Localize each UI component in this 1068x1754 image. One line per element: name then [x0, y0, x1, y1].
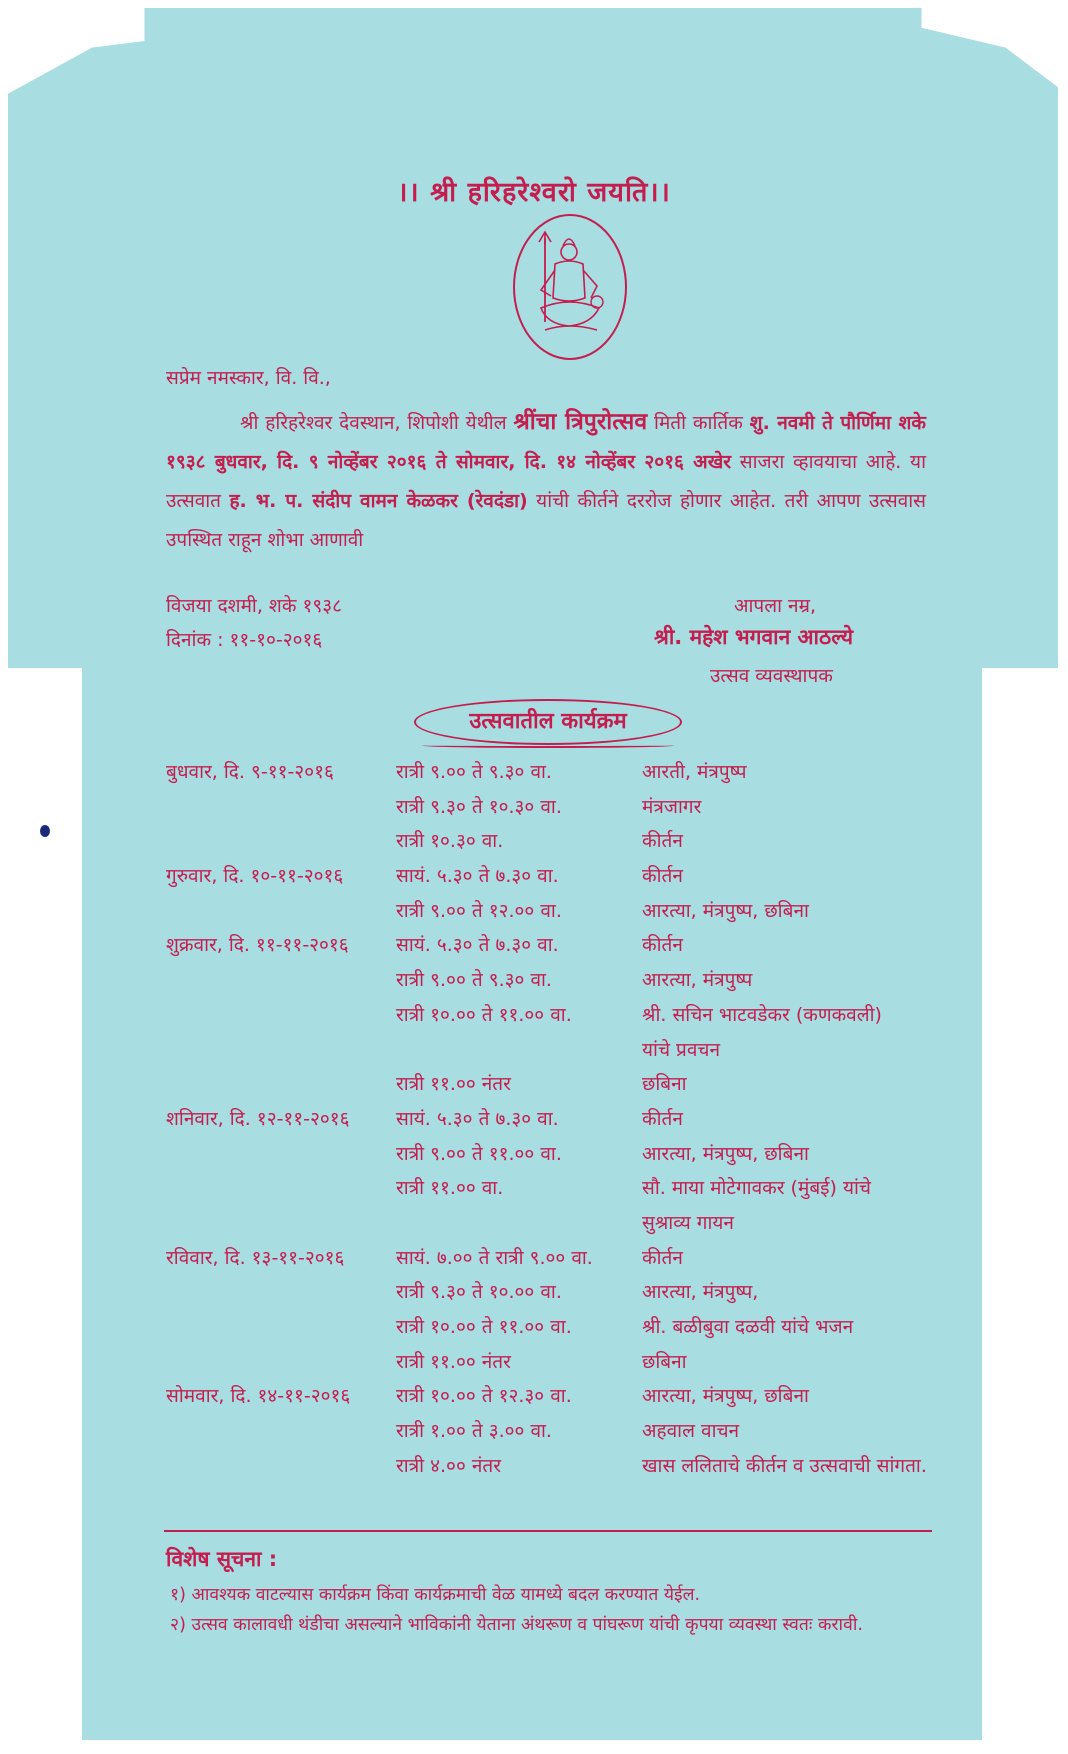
schedule-row	[166, 1070, 936, 1105]
schedule-row	[166, 1382, 936, 1417]
schedule-time: रात्री ९.०० ते ९.३० वा.	[396, 969, 552, 992]
schedule-row	[166, 827, 936, 862]
schedule-activity: छबिना	[642, 1350, 687, 1373]
schedule-row	[166, 1348, 936, 1383]
schedule-row	[166, 1452, 936, 1487]
schedule-activity: यांचे प्रवचन	[642, 1038, 721, 1061]
schedule-day: रविवार, दि. १३-११-२०१६	[166, 1246, 345, 1269]
schedule-activity: कीर्तन	[642, 865, 683, 888]
schedule-time: रात्री ९.३० ते १०.३० वा.	[396, 795, 562, 818]
note-item: २) उत्सव कालावधी थंडीचा असल्याने भाविकांनी येताना अंथरूण व पांघरूण यांची कृपया व्यवस्था स्वतः करावी.	[170, 1615, 863, 1635]
schedule-activity: आरत्या, मंत्रपुष्प,	[642, 1281, 759, 1304]
schedule-activity: आरत्या, मंत्रपुष्प, छबिना	[642, 899, 809, 922]
schedule-row	[166, 1001, 936, 1036]
schedule-day: बुधवार, दि. ९-११-२०१६	[166, 761, 334, 783]
schedule-time: रात्री ११.०० नंतर	[396, 1350, 511, 1373]
shiva-emblem-icon	[511, 212, 629, 362]
schedule-time: सायं. ५.३० ते ७.३० वा.	[396, 934, 559, 957]
schedule-time: रात्री १०.३० वा.	[396, 830, 504, 853]
schedule-activity: सुश्राव्य गायन	[642, 1211, 734, 1234]
schedule-activity: खास ललिताचे कीर्तन व उत्सवाची सांगता.	[642, 1454, 927, 1477]
schedule-time: रात्री ९.०० ते ९.३० वा.	[396, 761, 552, 783]
schedule-activity: कीर्तन	[642, 1246, 683, 1269]
schedule-row	[166, 1209, 936, 1244]
schedule-row	[166, 1313, 936, 1348]
schedule-time: सायं. ७.०० ते रात्री ९.०० वा.	[396, 1246, 593, 1269]
notes-title: विशेष सूचना :	[166, 1547, 278, 1571]
schedule-time: रात्री ९.०० ते १२.०० वा.	[396, 899, 562, 922]
schedule-row	[166, 1105, 936, 1140]
schedule-activity: कीर्तन	[642, 934, 683, 957]
schedule-time: रात्री १०.०० ते ११.०० वा.	[396, 1316, 572, 1338]
schedule-activity: आरत्या, मंत्रपुष्प	[642, 969, 753, 992]
para-part: यांची कीर्तने दररोज होणार आहेत. तरी आपण उत्सवास उपस्थित राहून शोभा आणावी	[166, 490, 927, 551]
date-line-1: विजया दशमी, शके १९३८	[166, 595, 343, 617]
ink-spot	[40, 825, 50, 837]
schedule-activity: श्री. बळीबुवा दळवी यांचे भजन	[642, 1316, 854, 1338]
schedule-time: रात्री १.०० ते ३.०० वा.	[396, 1420, 552, 1443]
programme-schedule	[166, 758, 936, 1486]
schedule-row	[166, 897, 936, 932]
schedule-row	[166, 862, 936, 897]
schedule-activity: मंत्रजागर	[642, 795, 702, 818]
kirtankar-name: ह. भ. प. संदीप वामन केळकर (रेवदंडा)	[229, 490, 528, 512]
schedule-day: गुरुवार, दि. १०-११-२०१६	[166, 865, 344, 888]
invocation-title: ।। श्री हरिहरेश्वरो जयति।।	[397, 177, 671, 208]
schedule-time: रात्री ११.०० नंतर	[396, 1073, 511, 1096]
note-item: १) आवश्यक वाटल्यास कार्यक्रम किंवा कार्यक्रमाची वेळ यामध्ये बदल करण्यात येईल.	[170, 1585, 701, 1605]
signatory-name: श्री. महेश भगवान आठल्ये	[654, 625, 854, 649]
schedule-day: शनिवार, दि. १२-११-२०१६	[166, 1107, 350, 1130]
schedule-row	[166, 1244, 936, 1279]
schedule-row	[166, 1140, 936, 1175]
closing: आपला नम्र,	[734, 595, 816, 617]
schedule-row	[166, 966, 936, 1001]
schedule-time: रात्री ११.०० वा.	[396, 1177, 504, 1200]
schedule-row	[166, 1174, 936, 1209]
schedule-time: रात्री ९.०० ते ११.०० वा.	[396, 1142, 562, 1165]
schedule-day: सोमवार, दि. १४-११-२०१६	[166, 1385, 351, 1408]
divider	[164, 1530, 932, 1532]
schedule-activity: आरत्या, मंत्रपुष्प, छबिना	[642, 1385, 809, 1408]
schedule-activity: अहवाल वाचन	[642, 1420, 740, 1443]
schedule-time: रात्री ४.०० नंतर	[396, 1454, 502, 1477]
para-part: मिती कार्तिक	[647, 412, 750, 434]
schedule-activity: श्री. सचिन भाटवडेकर (कणकवली)	[642, 1003, 882, 1026]
schedule-activity: कीर्तन	[642, 1107, 683, 1130]
schedule-activity: आरती, मंत्रपुष्प	[642, 761, 747, 783]
schedule-time: सायं. ५.३० ते ७.३० वा.	[396, 865, 559, 888]
greeting: सप्रेम नमस्कार, वि. वि.,	[166, 367, 331, 389]
date-line-2: दिनांक : ११-१०-२०१६	[166, 629, 323, 651]
schedule-row	[166, 931, 936, 966]
para-part: साजरा व्हावयाचा आहे. या उत्सवात	[166, 451, 926, 512]
schedule-row	[166, 758, 936, 793]
schedule-row	[166, 793, 936, 828]
schedule-row	[166, 1036, 936, 1071]
para-part: श्री हरिहरेश्वर देवस्थान, शिपोशी येथील	[240, 412, 514, 434]
schedule-time: सायं. ५.३० ते ७.३० वा.	[396, 1107, 559, 1130]
schedule-time: रात्री १०.०० ते १२.३० वा.	[396, 1385, 572, 1408]
schedule-activity: छबिना	[642, 1073, 687, 1096]
schedule-time: रात्री ९.३० ते १०.०० वा.	[396, 1281, 562, 1304]
schedule-row	[166, 1278, 936, 1313]
signatory-designation: उत्सव व्यवस्थापक	[710, 665, 833, 687]
festival-name: श्रींचा त्रिपुरोत्सव	[513, 409, 648, 435]
festival-dates: शु. नवमी ते पौर्णिमा शके १९३८ बुधवार, दि. ९ नोव्हेंबर २०१६ ते सोमवार, दि. १४ नोव्हेंबर २०१६ अखेर	[166, 412, 927, 473]
schedule-activity: कीर्तन	[642, 830, 683, 853]
schedule-day: शुक्रवार, दि. ११-११-२०१६	[166, 934, 349, 957]
schedule-activity: आरत्या, मंत्रपुष्प, छबिना	[642, 1142, 809, 1165]
programme-title: उत्सवातील कार्यक्रम	[414, 699, 682, 745]
schedule-activity: सौ. माया मोटेगावकर (मुंबई) यांचे	[642, 1177, 871, 1200]
schedule-row	[166, 1417, 936, 1452]
schedule-time: रात्री १०.०० ते ११.०० वा.	[396, 1003, 572, 1026]
invitation-paragraph	[166, 403, 926, 560]
